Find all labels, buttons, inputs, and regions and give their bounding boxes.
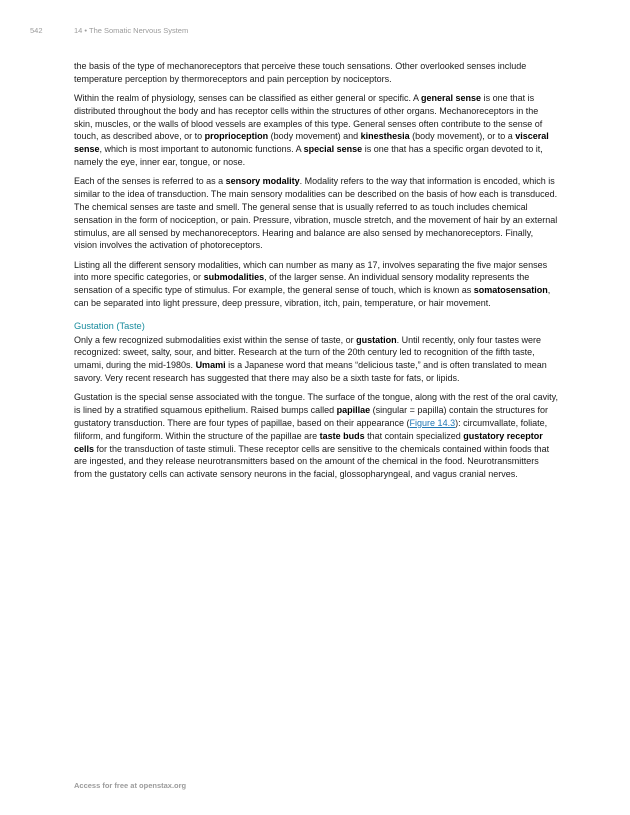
text-run: (body movement) and bbox=[268, 131, 361, 142]
paragraph-tongue-papillae bbox=[74, 391, 558, 481]
text-run: . Until recently, only four tastes were recognized: sweet, salty, sour, and bitter. Research at the turn of the 20th century led to recognition of the fifth taste, umami, during the mid-1980s. bbox=[74, 334, 542, 371]
text-run: (body movement), or to a bbox=[409, 131, 516, 142]
paragraph-sensory-modality bbox=[74, 175, 558, 252]
page-footer: Access for free at openstax.org bbox=[74, 781, 187, 790]
text-run: Each of the senses is referred to as a bbox=[74, 176, 226, 187]
text-run: , of the larger sense. An individual sensory modality represents the sensation of a specific type of stimulus. For example, the general sense of touch, which is known as bbox=[74, 272, 530, 296]
term-gustatory-receptor-cells: gustatory receptor cells bbox=[74, 430, 543, 454]
term-gustation: gustation bbox=[356, 334, 397, 345]
figure-link[interactable]: Figure 14.3 bbox=[409, 417, 456, 428]
text-run: Only a few recognized submodalities exist within the sense of taste, or bbox=[74, 334, 357, 345]
term-special-sense: special sense bbox=[303, 144, 363, 155]
text-run: , can be separated into light pressure, deep pressure, vibration, itch, pain, temperature, or hair movement. bbox=[74, 285, 551, 309]
text-run: the basis of the type of mechanoreceptors that perceive these touch sensations. Other overlooked senses include temperature perception by thermoreceptors and pain perception by nociceptors. bbox=[74, 61, 527, 84]
term-taste-buds: taste buds bbox=[319, 430, 365, 441]
paragraph-submodalities bbox=[74, 259, 558, 310]
text-run: . Modality refers to the way that information is encoded, which is similar to the idea of transduction. The main sensory modalities can be described on the basis of how each is transduced. The chemical senses are taste and smell. The general sense that is usually referred to as touch includes chemical sensation in the form of nociception, or pain. Pressure, vibration, muscle stretch, and the movement of hair by an external stimulus, are all sensed by mechanoreceptors. Hearing and balance are also sensed by mechanoreceptors. Finally, vision involves the activation of photoreceptors. bbox=[74, 176, 558, 251]
text-run: is a Japanese word that means “delicious taste,” and is often translated to mean savory. Very recent research has suggested that there may also be a sixth taste for fats, or lipids. bbox=[74, 360, 547, 384]
term-general-sense: general sense bbox=[421, 93, 482, 104]
page-number: 542 bbox=[30, 26, 43, 35]
term-proprioception: proprioception bbox=[204, 131, 269, 142]
paragraph-touch-basis bbox=[74, 60, 558, 86]
text-run: for the transduction of taste stimuli. These receptor cells are sensitive to the chemicals contained within foods that are ingested, and they release neurotransmitters based on the amount of the chemical in the food. Neurotransmitters from the gustatory cells can activate sensory neurons in the facial, glossopharyngeal, and vagus cranial nerves. bbox=[74, 443, 550, 480]
text-run: is one that has a specific organ devoted to it, namely the eye, inner ear, tongue, or nose. bbox=[74, 144, 543, 168]
text-run: is one that is distributed throughout the body and has receptor cells within the structures of other organs. Mechanoreceptors in the skin, muscles, or the walls of blood vessels are examples of this type. General senses often contribute to the sense of touch, as described above, or to bbox=[74, 93, 543, 142]
page-content bbox=[74, 60, 558, 487]
text-run: Gustation is the special sense associated with the tongue. The surface of the tongue, along with the rest of the oral cavity, is lined by a stratified squamous epithelium. Raised bumps called bbox=[74, 392, 558, 416]
chapter-title: 14 • The Somatic Nervous System bbox=[74, 26, 189, 35]
paragraph-general-special-senses bbox=[74, 92, 558, 169]
text-run: that contain specialized bbox=[364, 430, 464, 441]
text-run: , which is most important to autonomic functions. A bbox=[99, 144, 304, 155]
text-run: Within the realm of physiology, senses can be classified as either general or specific. A bbox=[74, 93, 422, 104]
paragraph-gustation-tastes bbox=[74, 334, 558, 385]
term-umami: Umami bbox=[195, 360, 226, 371]
text-run: ): circumvallate, foliate, filiform, and fungiform. Within the structure of the papillae are bbox=[74, 417, 548, 441]
section-heading-gustation: Gustation (Taste) bbox=[74, 320, 145, 331]
term-somatosensation: somatosensation bbox=[473, 285, 548, 296]
text-run: Listing all the different sensory modalities, which can number as many as 17, involves separating the five major senses into more specific categories, or bbox=[74, 259, 548, 283]
term-submodalities: submodalities bbox=[203, 272, 265, 283]
term-kinesthesia: kinesthesia bbox=[360, 131, 410, 142]
text-run: (singular = papilla) contain the structures for gustatory transduction. There are four types of papillae, based on their appearance ( bbox=[74, 405, 548, 428]
term-visceral-sense: visceral sense bbox=[74, 131, 549, 155]
term-papillae: papillae bbox=[336, 405, 371, 416]
page-header bbox=[30, 26, 600, 35]
term-sensory-modality: sensory modality bbox=[225, 176, 300, 187]
